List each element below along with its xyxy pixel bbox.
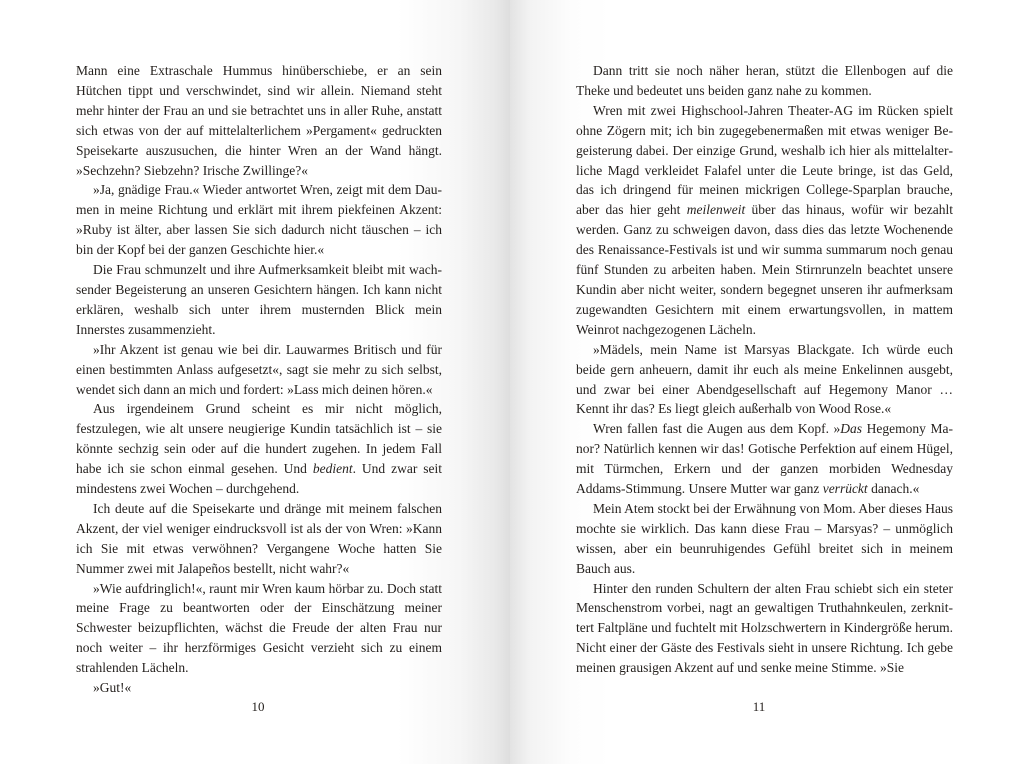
text-run: Hegemony Manor? Natürlich kennen wir das! Gotische Perfektion auf einem Hügel, mit Türmchen, Erkern und der ganzen morbiden Wednesday Addams-Stimmung. Unsere Mutter war ganz [576, 421, 953, 497]
paragraph [76, 180, 442, 260]
paragraph [576, 419, 953, 499]
paragraph [76, 579, 442, 679]
right-page-text [576, 61, 953, 678]
paragraph [576, 499, 953, 579]
emphasis-text: meilenweit [686, 202, 746, 218]
text-run: Ich deute auf die Speisekarte und dränge mit meinem falschen Akzent, der viel weniger eindrucksvoll ist als der von Wren: »Kann ich Sie mit etwas verwöhnen? Vergangene Woche hatten Sie Nummer zwei mit Jalapeños bestellt, nicht wahr?« [76, 500, 442, 576]
text-run: Wren fallen fast die Augen aus dem Kopf. » [593, 421, 841, 437]
paragraph [76, 260, 442, 340]
right-page-number: 11 [752, 699, 766, 714]
emphasis-text: bedient [312, 461, 353, 477]
text-run: »Ja, gnädige Frau.« Wieder antwortet Wren, zeigt mit dem Daumen in meine Richtung und erklärt mit ihrem piekfeinen Akzent: »Ruby ist älter, aber lassen Sie sich dadurch nicht täuschen – ich bin der Kopf bei der ganzen Geschichte hier.« [76, 182, 442, 258]
text-run: »Mädels, mein Name ist Marsyas Blackgate. Ich würde euch beide gern anheuern, damit ihr euch als meine Enkelinnen ausgebt, und zwar bei einer Abendgesellschaft auf Hegemony Manor … Kennt ihr das? Es liegt gleich außerhalb von Wood Rose.« [576, 341, 953, 417]
text-run: Aus irgendeinem Grund scheint es mir nicht möglich, festzulegen, wie alt unsere neugierige Kundin tatsächlich ist – sie könnte sechzig sein oder auf die hundert zugehen. In jedem Fall habe ich sie schon einmal gesehen. Und [76, 401, 442, 477]
left-page-text [76, 61, 442, 698]
paragraph [576, 101, 953, 340]
text-run: Mann eine Extraschale Hummus hinüberschiebe, er an sein Hütchen tippt und verschwindet, sind wir allein. Niemand steht mehr hinter der Frau an und sie betrachtet uns in aller Ruhe, anstatt sich etwas von der auf mittelalterlichem »Pergament« gedruckten Speisekarte auszusuchen, die hinter Wren an der Wand hängt. »Sechzehn? Siebzehn? Irische Zwillinge?« [76, 63, 442, 178]
text-run: Dann tritt sie noch näher heran, stützt die Ellenbogen auf die Theke und bedeutet uns beiden ganz nahe zu kommen. [576, 63, 953, 98]
text-run: Die Frau schmunzelt und ihre Aufmerksamkeit bleibt mit wachsender Begeisterung an unseren Gesichtern hängen. Ich kann nicht erklären, weshalb sich unter ihrem musternden Blick mein Innerstes zusammenzieht. [76, 262, 442, 337]
emphasis-text: verrückt [822, 481, 868, 497]
paragraph [576, 61, 953, 101]
left-page-number: 10 [251, 699, 265, 714]
right-page [510, 0, 1020, 764]
paragraph [576, 340, 953, 420]
text-run: Wren mit zwei Highschool-Jahren Theater-AG im Rücken spielt ohne Zögern mit; ich bin zugegebenermaßen mit etwas weniger Begeisterung dabei. Der einzige Grund, weshalb ich hier als mittelalterliche Magd verkleidet Falafel unter die Leute bringe, ist das Geld, das ich dringend für meinen mickrigen College-Sparplan brauche, aber das hier geht [576, 102, 953, 218]
text-run: »Gut!« [93, 680, 132, 696]
text-run: Hinter den runden Schultern der alten Frau schiebt sich ein steter Menschenstrom vorbei, nagt an gewaltigen Truthahnkeulen, zerknittert Faltpläne und fuchtelt mit Holzschwertern in Kindergröße herum. Nicht einer der Gäste des Festivals sieht in unsere Richtung. Ich gebe meinen grausigen Akzent auf und senke meine Stimme. »Sie [576, 580, 953, 676]
paragraph [76, 340, 442, 400]
text-run: . Und zwar seit mindestens zwei Wochen – durchgehend. [76, 461, 442, 497]
text-run: »Wie aufdringlich!«, raunt mir Wren kaum hörbar zu. Doch statt meine Frage zu beantworten oder der Einschätzung meiner Schwester beizupflichten, wächst die Freude der alten Frau nur noch weiter – ihr herzförmiges Gesicht verzieht sich zu einem strahlenden Lächeln. [76, 580, 442, 676]
text-run: danach.« [867, 481, 920, 497]
paragraph [576, 579, 953, 679]
text-run: »Ihr Akzent ist genau wie bei dir. Lauwarmes Britisch und für einen bestimmten Anlass aufgesetzt«, sagt sie mehr zu sich selbst, wendet sich dann an mich und fordert: »Lass mich deinen hören.« [76, 341, 442, 397]
emphasis-text: Das [840, 421, 863, 437]
text-run: über das hinaus, wofür wir bezahlt werden. Ganz zu schweigen davon, dass dies das letzte Wochenende des Renaissance-Festivals ist und wir summa summarum noch genau fünf Stunden zu arbeiten haben. Mein Stirnrunzeln beachtet unsere Kundin aber nicht weiter, sondern begegnet unseren ihr aufmerksam zugewandten Gesichtern mit einem erwartungsvollen, in mattem Weinrot nachgezogenen Lächeln. [576, 202, 953, 337]
paragraph [76, 499, 442, 579]
paragraph [76, 678, 442, 698]
text-run: Mein Atem stockt bei der Erwähnung von Mom. Aber dieses Haus mochte sie wirklich. Das kann diese Frau – Marsyas? – unmöglich wissen, aber ein beunruhigendes Gefühl breitet sich in meinem Bauch aus. [576, 500, 953, 576]
paragraph [76, 61, 442, 180]
paragraph [76, 399, 442, 499]
